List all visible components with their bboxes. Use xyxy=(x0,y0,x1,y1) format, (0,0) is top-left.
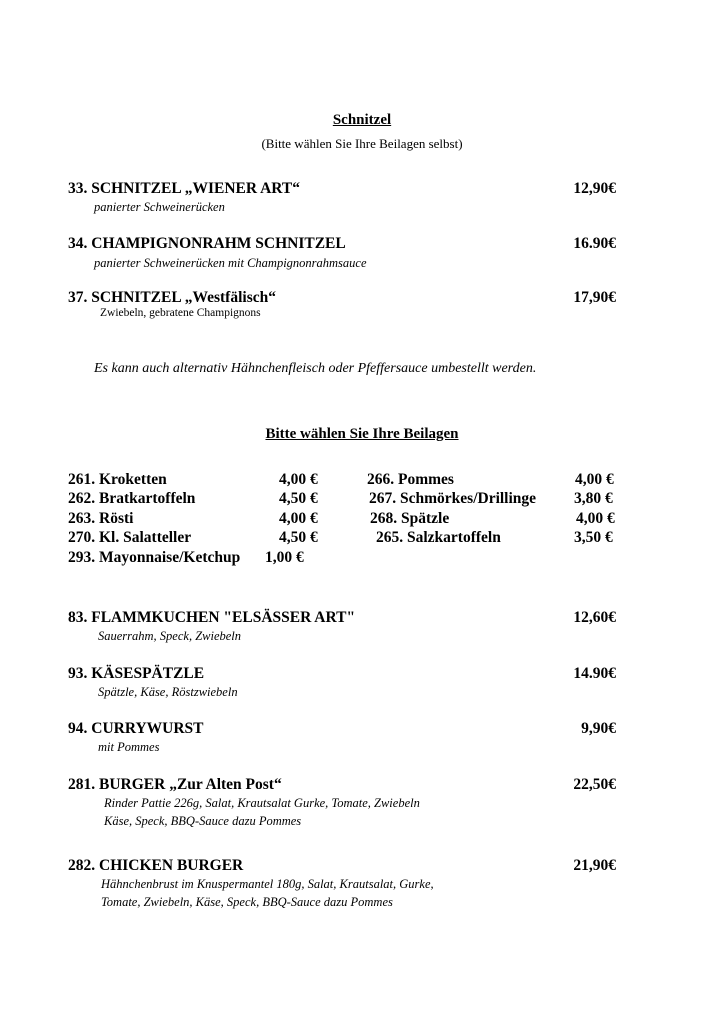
menu-item-description: Zwiebeln, gebratene Champignons xyxy=(100,307,261,319)
side-item-name: 293. Mayonnaise/Ketchup xyxy=(68,549,241,566)
side-item-price: 1,00 € xyxy=(265,549,304,566)
menu-item-price: 12,60€ xyxy=(573,609,616,626)
menu-item-name: 94. CURRYWURST xyxy=(68,720,204,737)
side-item-name: 266. Pommes xyxy=(367,471,454,488)
side-item-price: 4,00 € xyxy=(279,510,318,527)
menu-item-price: 22,50€ xyxy=(573,776,616,793)
menu-item-description: Käse, Speck, BBQ-Sauce dazu Pommes xyxy=(104,814,302,828)
menu-item-price: 16.90€ xyxy=(573,235,616,252)
menu-item-name: 33. SCHNITZEL „WIENER ART“ xyxy=(68,180,301,197)
menu-item-description: Hähnchenbrust im Knuspermantel 180g, Salat, Krautsalat, Gurke, xyxy=(101,877,434,891)
menu-item-name: 282. CHICKEN BURGER xyxy=(68,857,244,874)
side-item-name: 261. Kroketten xyxy=(68,471,167,488)
menu-item-name: 34. CHAMPIGNONRAHM SCHNITZEL xyxy=(68,235,346,252)
menu-item-price: 17,90€ xyxy=(573,289,616,306)
menu-note: Es kann auch alternativ Hähnchenfleisch oder Pfeffersauce umbestellt werden. xyxy=(94,361,537,376)
menu-item-price: 9,90€ xyxy=(581,720,616,737)
side-item-price: 4,50 € xyxy=(279,490,318,507)
menu-item-name: 83. FLAMMKUCHEN "ELSÄSSER ART" xyxy=(68,609,356,626)
side-item-price: 4,00 € xyxy=(575,471,614,488)
menu-item-price: 14.90€ xyxy=(573,665,616,682)
side-item-price: 4,50 € xyxy=(279,529,318,546)
side-item-name: 270. Kl. Salatteller xyxy=(68,529,192,546)
side-item-price: 3,80 € xyxy=(574,490,613,507)
menu-item-description: panierter Schweinerücken xyxy=(94,200,225,214)
side-item-name: 267. Schmörkes/Drillinge xyxy=(369,490,537,507)
menu-item-name: 93. KÄSESPÄTZLE xyxy=(68,665,205,682)
side-item-name: 268. Spätzle xyxy=(370,510,450,527)
side-item-price: 3,50 € xyxy=(574,529,613,546)
menu-item-description: mit Pommes xyxy=(98,740,160,754)
side-item-name: 265. Salzkartoffeln xyxy=(376,529,501,546)
menu-item-description: Tomate, Zwiebeln, Käse, Speck, BBQ-Sauce dazu Pommes xyxy=(101,895,393,909)
menu-item-price: 12,90€ xyxy=(573,180,616,197)
section-title-beilagen: Bitte wählen Sie Ihre Beilagen xyxy=(265,426,459,442)
side-item-name: 262. Bratkartoffeln xyxy=(68,490,196,507)
section-subtitle: (Bitte wählen Sie Ihre Beilagen selbst) xyxy=(261,136,463,151)
menu-item-description: Rinder Pattie 226g, Salat, Krautsalat Gurke, Tomate, Zwiebeln xyxy=(104,796,420,810)
side-item-price: 4,00 € xyxy=(576,510,615,527)
menu-item-name: 281. BURGER „Zur Alten Post“ xyxy=(68,776,282,793)
menu-item-price: 21,90€ xyxy=(573,857,616,874)
side-item-name: 263. Rösti xyxy=(68,510,134,527)
menu-item-description: Sauerrahm, Speck, Zwiebeln xyxy=(98,629,242,643)
menu-item-name: 37. SCHNITZEL „Westfälisch“ xyxy=(68,289,276,306)
section-title-schnitzel: Schnitzel xyxy=(332,112,392,128)
menu-item-description: Spätzle, Käse, Röstzwiebeln xyxy=(98,685,238,699)
menu-item-description: panierter Schweinerücken mit Champignonrahmsauce xyxy=(94,256,367,270)
side-item-price: 4,00 € xyxy=(279,471,318,488)
